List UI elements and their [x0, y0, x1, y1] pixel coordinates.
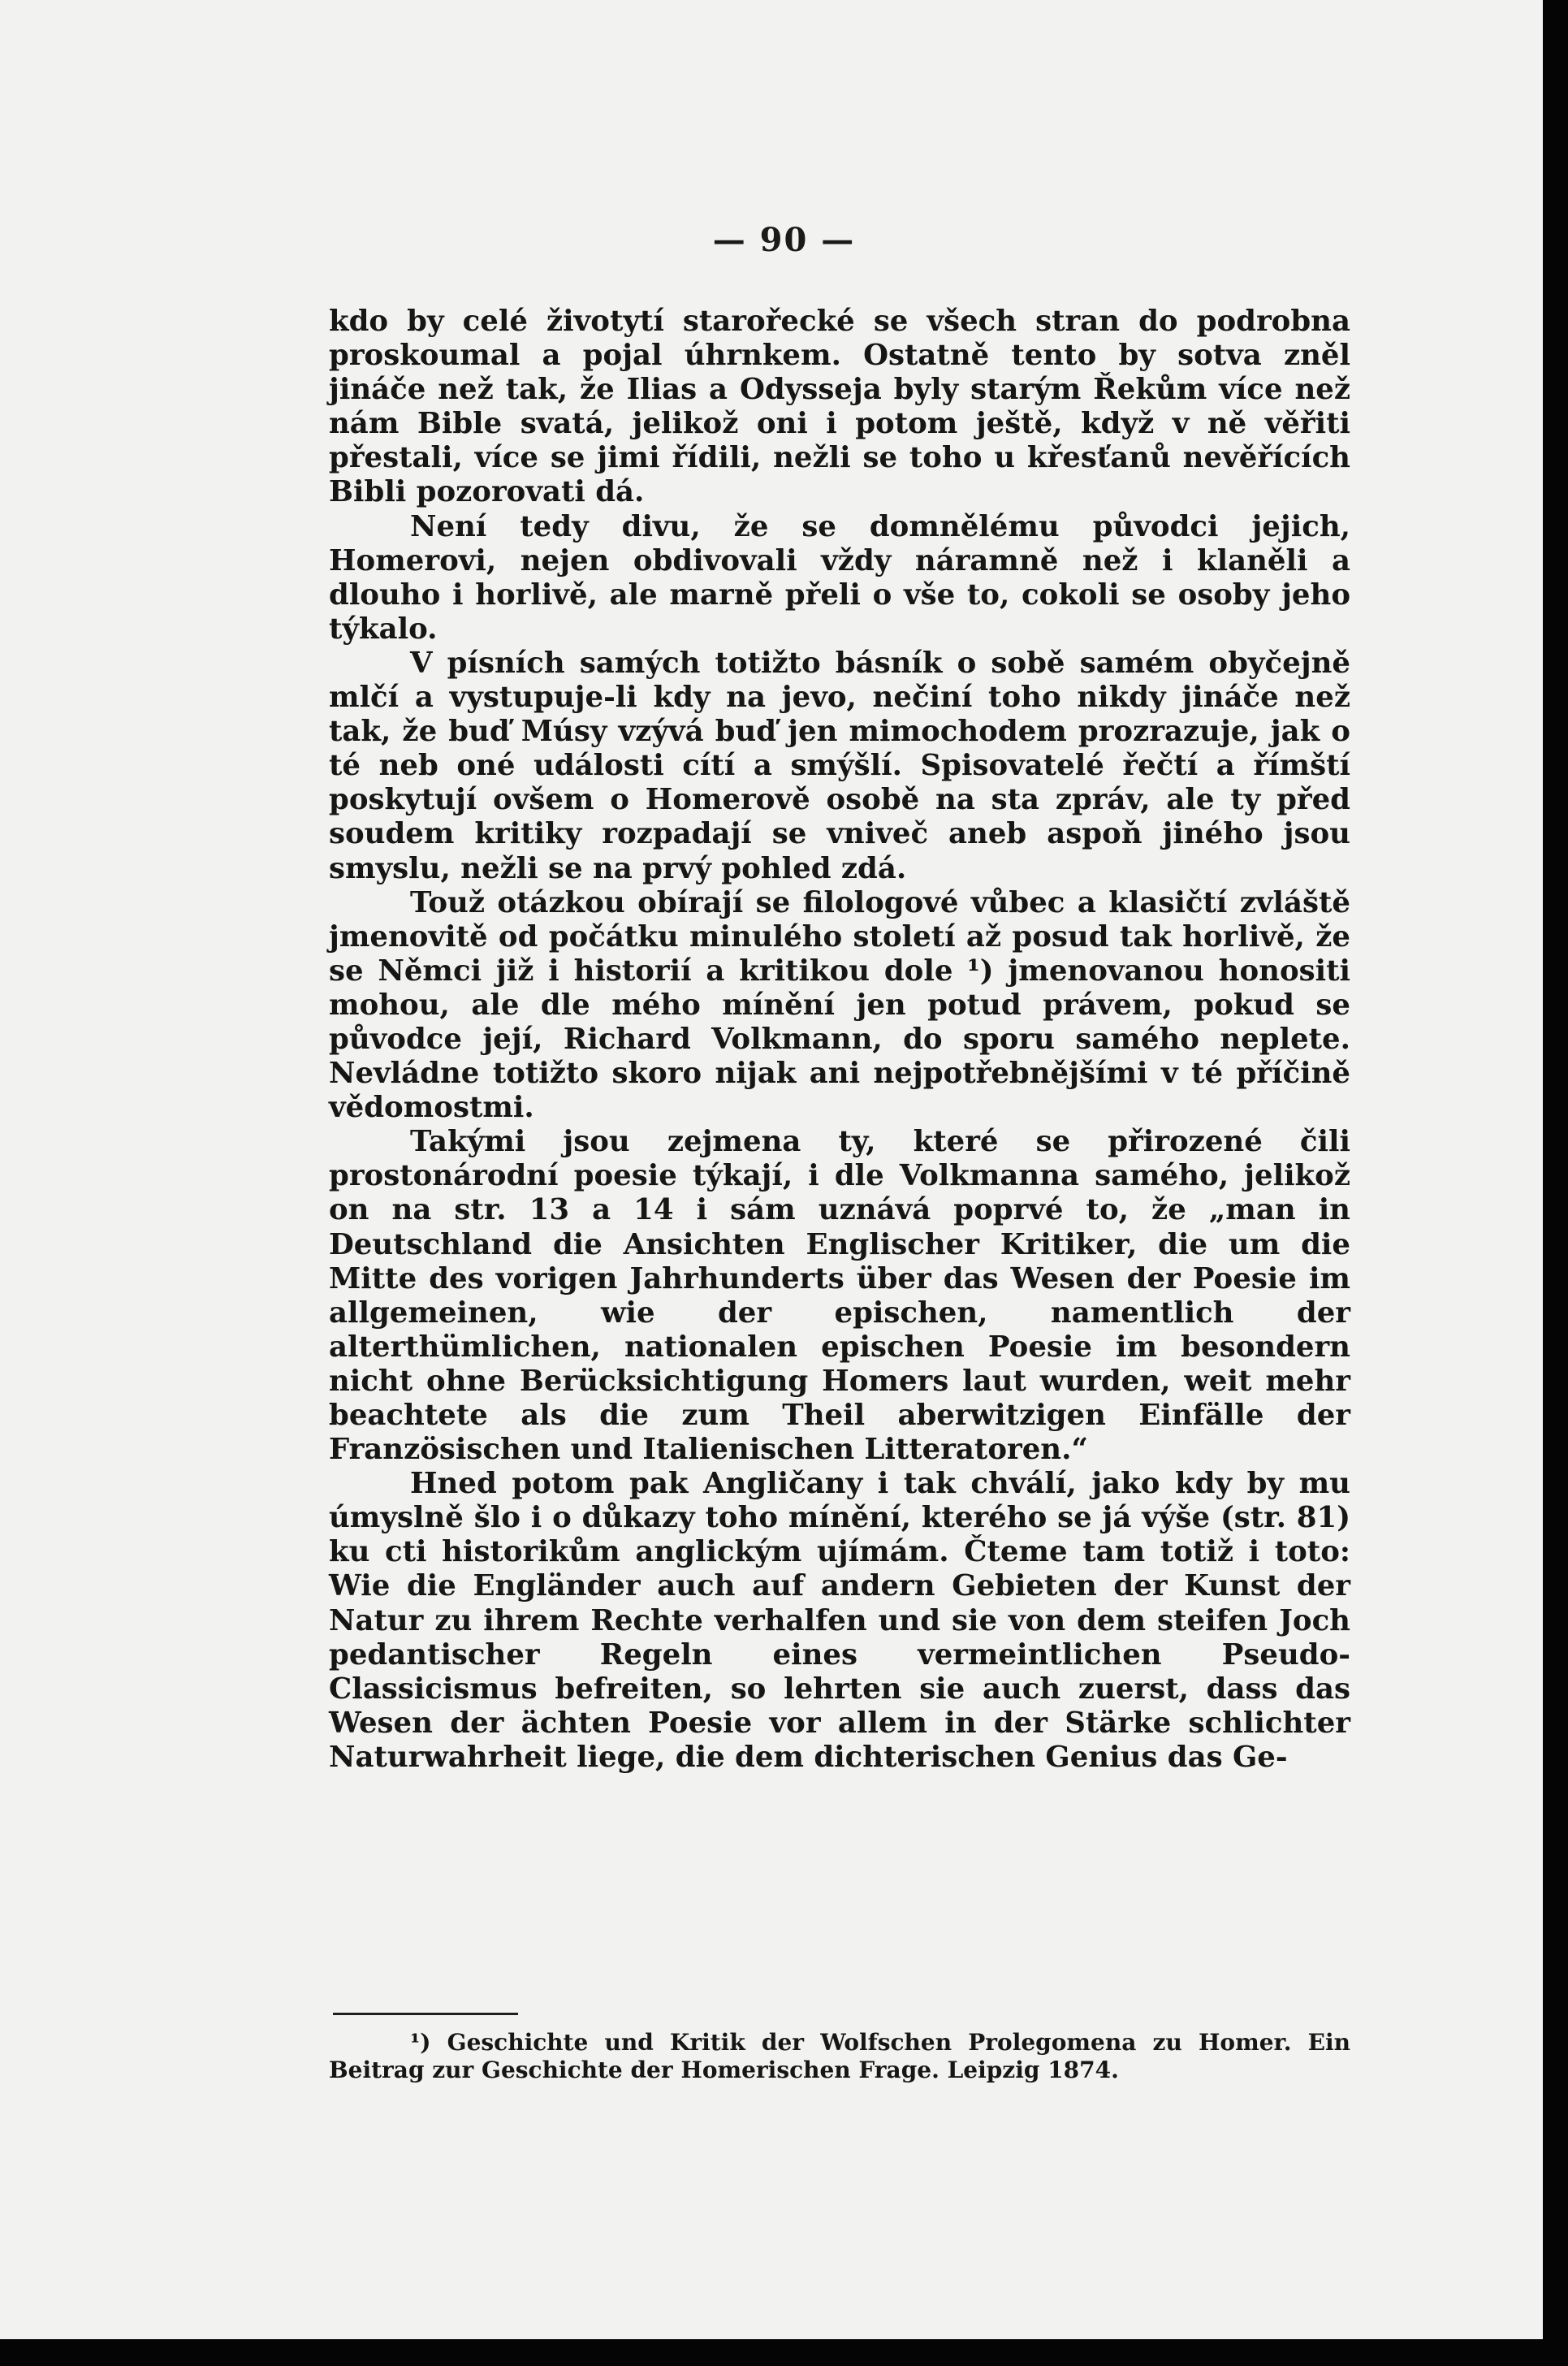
page-number: — 90 — — [712, 221, 856, 259]
body-text — [329, 305, 1350, 1775]
footnote-divider — [333, 2013, 518, 2015]
paragraph: Touž otázkou obírají se filologové vůbec a klasičtí zvláště jmenovitě od počátku minulého století až posud tak horlivě, že se Němci již i historií a kritikou dole ¹) jmenovanou honositi mohou, ale dle mého mínění jen potud právem, pokud se původce její, Richard Volkmann, do sporu samého neplete. Nevládne totižto skoro nijak ani nejpotřebnějšími v té příčině vědomostmi. — [329, 885, 1350, 1125]
paragraph: Takými jsou zejmena ty, které se přirozené čili prostonárodní poesie týkají, i dle Volkmanna samého, jelikož on na str. 13 a 14 i sám uznává poprvé to, že „man in Deutschland die Ansichten Englischer Kritiker, die um die Mitte des vorigen Jahrhunderts über das Wesen der Poesie im allgemeinen, wie der epischen, namentlich der alterthümlichen, nationalen epischen Poesie im besondern nicht ohne Berücksichtigung Homers laut wurden, weit mehr beachtete als die zum Theil aberwitzigen Einfälle der Französischen und Italienischen Litteratoren.“ — [329, 1125, 1350, 1467]
scan-border-right — [1543, 0, 1568, 2366]
paragraph: kdo by celé životytí starořecké se všech stran do podrobna proskoumal a pojal úhrnkem. Ostatně tento by sotva zněl jináče než tak, že Ilias a Odysseja byly starým Řekům více než nám Bible svatá, jelikož oni i potom ještě, když v ně věřiti přestali, více se jimi řídili, nežli se toho u křesťanů nevěřících Bibli pozorovati dá. — [329, 305, 1350, 509]
paragraph: Hned potom pak Angličany i tak chválí, jako kdy by mu úmyslně šlo i o důkazy toho mínění, kterého se já výše (str. 81) ku cti historikům anglickým ujímám. Čteme tam totiž i toto: Wie die Engländer auch auf andern Gebieten der Kunst der Natur zu ihrem Rechte verhalfen und sie von dem steifen Joch pedantischer Regeln eines vermeintlichen Pseudo-Classicismus befreiten, so lehrten sie auch zuerst, dass das Wesen der ächten Poesie vor allem in der Stärke schlichter Naturwahrheit liege, die dem dichterischen Genius das Ge- — [329, 1467, 1350, 1774]
paragraph: Není tedy divu, že se domnělému původci jejich, Homerovi, nejen obdivovali vždy náramně než i klaněli a dlouho i horlivě, ale marně přeli o vše to, cokoli se osoby jeho týkalo. — [329, 509, 1350, 646]
paragraph: V písních samých totižto básník o sobě samém obyčejně mlčí a vystupuje-li kdy na jevo, nečiní toho nikdy jináče než tak, že buď Músy vzývá buď jen mimochodem prozrazuje, jak o té neb oné události cítí a smýšlí. Spisovatelé řečtí a římští poskytují ovšem o Homerově osobě na sta zpráv, ale ty před soudem kritiky rozpadají se vniveč aneb aspoň jiného jsou smyslu, nežli se na prvý pohled zdá. — [329, 646, 1350, 885]
footnote: ¹) Geschichte und Kritik der Wolfschen Prolegomena zu Homer. Ein Beitrag zur Geschichte der Homerischen Frage. Leipzig 1874. — [329, 2029, 1350, 2083]
scan-border-bottom — [0, 2339, 1568, 2366]
